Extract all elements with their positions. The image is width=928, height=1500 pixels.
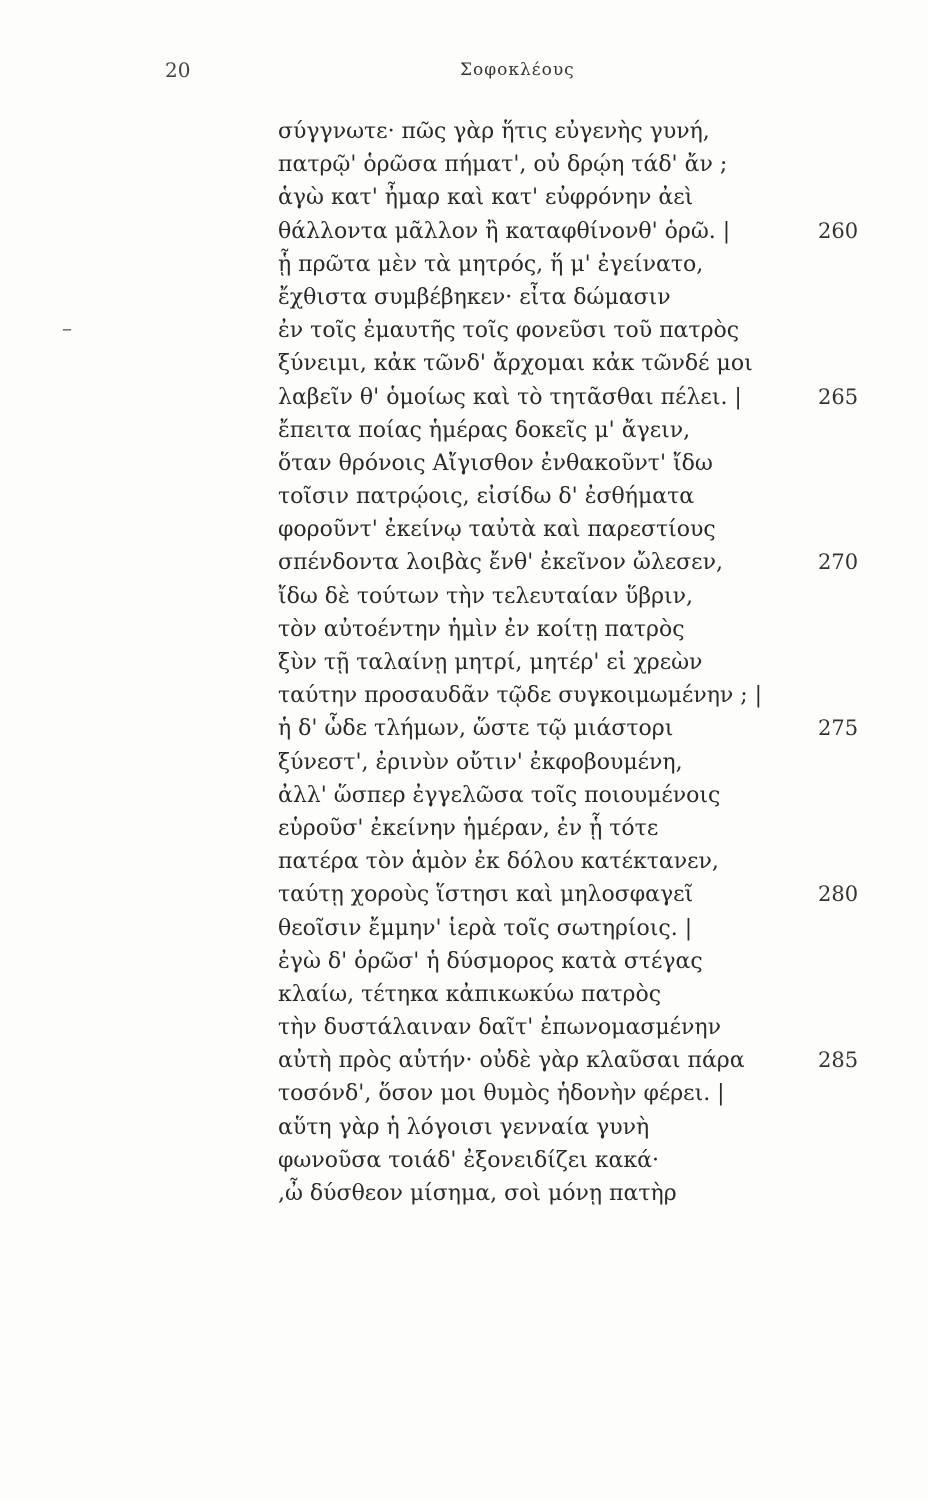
verse-line bbox=[278, 546, 859, 579]
line-number: 265 bbox=[818, 384, 859, 409]
verse-text: πατέρα τὸν ἁμὸν ἐκ δόλου κατέκτανεν, bbox=[278, 849, 719, 875]
verse-text: κλαίω, τέτηκα κἀπικωκύω πατρὸς bbox=[278, 981, 662, 1007]
verse-line bbox=[278, 248, 838, 281]
verse-text: τοσόνδ', ὅσον μοι θυμὸς ἡδονὴν φέρει. | bbox=[278, 1081, 725, 1107]
verse-text: πατρῷ' ὁρῶσα πήματ', οὐ δρῴη τάδ' ἄν ; bbox=[278, 152, 728, 178]
verse-text: ξὺν τῇ ταλαίνῃ μητρί, μητέρ' εἰ χρεὼν bbox=[278, 650, 703, 675]
verse-text: ᾗ πρῶτα μὲν τὰ μητρός, ἥ μ' ἐγείνατο, bbox=[278, 251, 704, 277]
verse-line bbox=[278, 1177, 838, 1210]
verse-text: τὸν αὐτοέντην ἡμὶν ἐν κοίτῃ πατρὸς bbox=[278, 616, 685, 642]
page-number: 20 bbox=[165, 58, 191, 82]
verse-text: ἡ δ' ὧδε τλήμων, ὥστε τῷ μιάστορι bbox=[278, 716, 674, 742]
verse-line bbox=[278, 812, 838, 845]
verse-text: φοροῦντ' ἐκείνῳ ταὐτὰ καὶ παρεστίους bbox=[278, 517, 716, 543]
verse-line bbox=[278, 447, 838, 480]
verse-line bbox=[278, 1077, 838, 1110]
verse-line bbox=[278, 1044, 859, 1077]
verse-text: ὅταν θρόνοις Αἴγισθον ἐνθακοῦντ' ἴδω bbox=[278, 450, 713, 476]
verse-line bbox=[278, 845, 838, 878]
verse-line bbox=[278, 314, 838, 347]
verse-text: ξύνεστ', ἐρινὺν οὔτιν' ἐκφοβουμένη, bbox=[278, 749, 683, 775]
verse-text: ἐγὼ δ' ὁρῶσ' ἡ δύσμορος κατὰ στέγας bbox=[278, 948, 703, 974]
verse-line bbox=[278, 181, 838, 214]
verse-text: ταύτῃ χοροὺς ἵστησι καὶ μηλοσφαγεῖ bbox=[278, 882, 694, 908]
verse-line bbox=[278, 779, 838, 812]
verse-text: ἁγὼ κατ' ἦμαρ καὶ κατ' εὐφρόνην ἀεὶ bbox=[278, 185, 694, 211]
verse-text: σπένδοντα λοιβὰς ἔνθ' ἐκεῖνον ὤλεσεν, bbox=[278, 550, 723, 576]
verse-text: αὕτη γὰρ ἡ λόγοισι γενναία γυνὴ bbox=[278, 1114, 650, 1140]
verse-line bbox=[278, 912, 838, 945]
verse-text: αὐτὴ πρὸς αὑτήν· οὐδὲ γὰρ κλαῦσαι πάρα bbox=[278, 1048, 745, 1074]
verse-text: ἔχθιστα συμβέβηκεν· εἶτα δώμασιν bbox=[278, 284, 671, 310]
verse-text: σύγγνωτε· πῶς γὰρ ἥτις εὐγενὴς γυνή, bbox=[278, 119, 710, 144]
verse-line bbox=[278, 1144, 838, 1177]
verse-line bbox=[278, 381, 859, 414]
verse-line bbox=[278, 148, 838, 181]
verse-line bbox=[278, 746, 838, 779]
verse-text: θεοῖσιν ἔμμην' ἱερὰ τοῖς σωτηρίοις. | bbox=[278, 915, 693, 941]
verse-block bbox=[278, 115, 859, 1210]
verse-text: ,ὦ δύσθεον μίσημα, σοὶ μόνῃ πατὴρ bbox=[278, 1181, 677, 1206]
verse-text: ἔπειτα ποίας ἡμέρας δοκεῖς μ' ἄγειν, bbox=[278, 417, 691, 443]
line-number: 280 bbox=[818, 882, 859, 907]
line-number: 260 bbox=[818, 218, 859, 243]
verse-line bbox=[278, 878, 859, 911]
verse-text: φωνοῦσα τοιάδ' ἐξονειδίζει κακά· bbox=[278, 1147, 659, 1173]
running-head: Σοφοκλέους bbox=[460, 60, 575, 80]
verse-line bbox=[278, 613, 838, 646]
verse-line bbox=[278, 215, 859, 248]
verse-line bbox=[278, 281, 838, 314]
verse-line bbox=[278, 580, 838, 613]
verse-line bbox=[278, 679, 838, 712]
verse-line bbox=[278, 115, 838, 148]
verse-line bbox=[278, 480, 838, 513]
verse-text: λαβεῖν θ' ὁμοίως καὶ τὸ τητᾶσθαι πέλει. | bbox=[278, 384, 742, 410]
verse-line bbox=[278, 1111, 838, 1144]
line-number: 285 bbox=[818, 1048, 859, 1073]
verse-line bbox=[278, 646, 838, 679]
verse-line bbox=[278, 513, 838, 546]
line-number: 270 bbox=[818, 550, 859, 575]
verse-line bbox=[278, 1011, 838, 1044]
verse-text: ταύτην προσαυδᾶν τῷδε συγκοιμωμένην ; | bbox=[278, 683, 763, 709]
margin-mark: – bbox=[62, 316, 72, 340]
verse-line bbox=[278, 347, 838, 380]
verse-text: ἐν τοῖς ἐμαυτῆς τοῖς φονεῦσι τοῦ πατρὸς bbox=[278, 318, 740, 344]
verse-text: ἀλλ' ὥσπερ ἐγγελῶσα τοῖς ποιουμένοις bbox=[278, 782, 721, 808]
verse-text: τὴν δυστάλαιναν δαῖτ' ἐπωνομασμένην bbox=[278, 1015, 721, 1041]
verse-line bbox=[278, 414, 838, 447]
verse-text: ξύνειμι, κἀκ τῶνδ' ἄρχομαι κἀκ τῶνδέ μοι bbox=[278, 351, 753, 377]
verse-text: ἴδω δὲ τούτων τὴν τελευταίαν ὕβριν, bbox=[278, 583, 694, 609]
verse-text: τοῖσιν πατρῴοις, εἰσίδω δ' ἐσθήματα bbox=[278, 484, 695, 510]
verse-line bbox=[278, 978, 838, 1011]
line-number: 275 bbox=[818, 716, 859, 741]
verse-text: εὑροῦσ' ἐκείνην ἡμέραν, ἐν ᾗ τότε bbox=[278, 815, 659, 841]
verse-line bbox=[278, 945, 838, 978]
verse-text: θάλλοντα μᾶλλον ἢ καταφθίνονθ' ὁρῶ. | bbox=[278, 218, 731, 244]
verse-line bbox=[278, 712, 859, 745]
